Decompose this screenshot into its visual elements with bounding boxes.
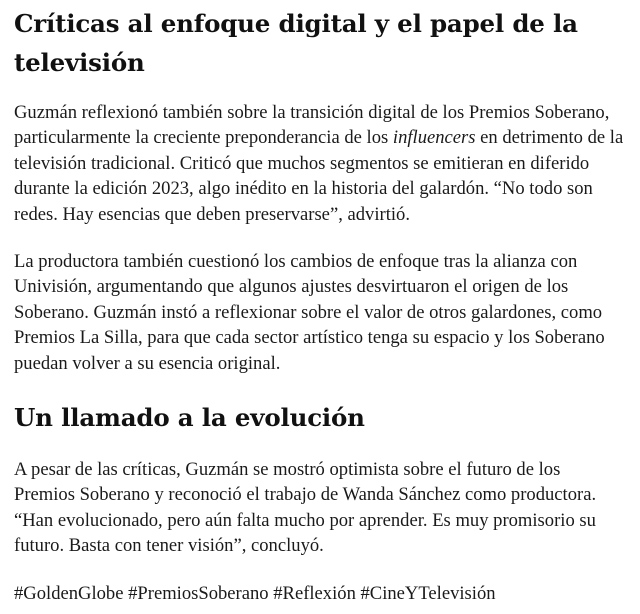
paragraph-univision-alliance: La productora también cuestionó los cambios de enfoque tras la alianza con Univisión, argumentando que algunos ajustes desvirtuaron el origen de los Soberano. Guzmán instó a reflexionar sobre el valor de otros galardones, como Premios La Silla, para que cada sector artístico tenga su espacio y los Soberano puedan volver a su esencia original. (14, 251, 605, 374)
paragraph-optimism: A pesar de las críticas, Guzmán se mostró optimista sobre el futuro de los Premios Soberano y reconoció el trabajo de Wanda Sánchez como productora. “Han evolucionado, pero aún falta mucho por aprender. Es muy promisorio su futuro. Basta con tener visión”, concluyó. (14, 459, 597, 557)
paragraph-text-before: Guzmán reflexionó también sobre la transición digital de los Premios Soberano, particularmente la creciente preponderancia de los (14, 102, 610, 149)
section-heading-digital-critique: Críticas al enfoque digital y el papel de la televisión (14, 9, 578, 77)
paragraph-text-after: en detrimento de la televisión tradicional. Criticó que muchos segmentos se emitieran en diferido durante la edición 2023, algo inédito en la historia del galardón. “No todo son redes. Hay esencias que deben preservarse”, advirtió. (14, 127, 624, 225)
emphasis-influencers: influencers (392, 127, 476, 149)
hashtags-line: #GoldenGlobe #PremiosSoberano #Reflexión #CineYTelevisión (14, 582, 496, 604)
paragraph-digital-transition (14, 100, 624, 227)
section-heading-evolution: Un llamado a la evolución (14, 403, 365, 433)
